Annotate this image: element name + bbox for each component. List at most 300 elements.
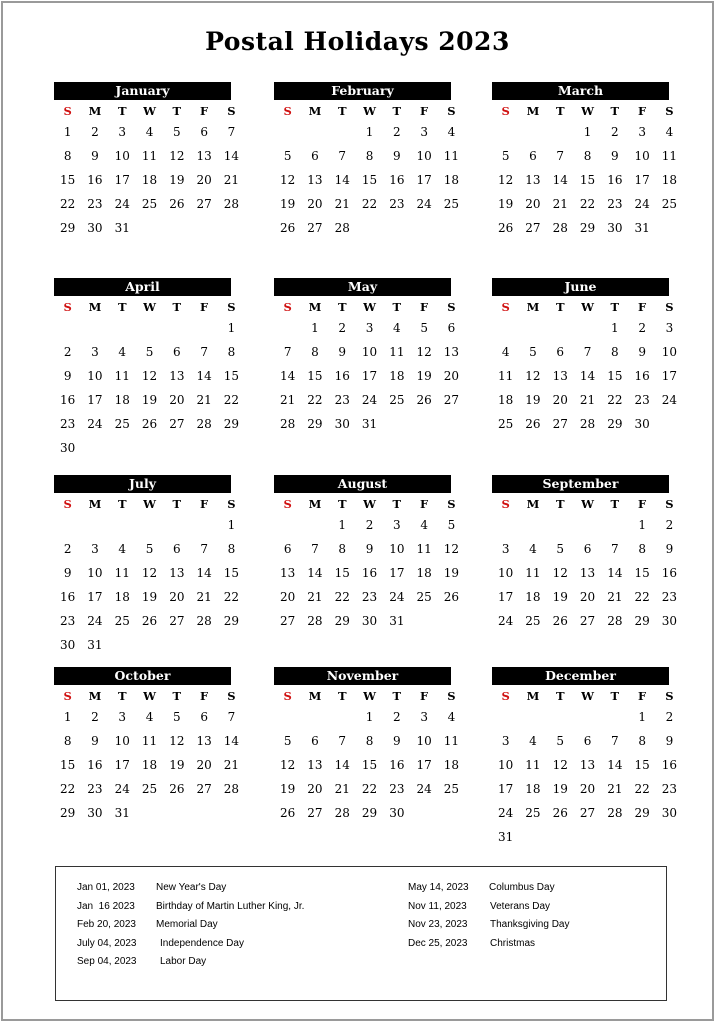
weekday-header-row	[274, 298, 456, 316]
empty-cell	[410, 216, 437, 240]
day-cell: 13	[307, 173, 323, 187]
weekday-label: S	[227, 497, 236, 511]
week-row	[54, 561, 240, 585]
day-cell: 23	[87, 197, 103, 211]
day-cell: 21	[223, 173, 240, 187]
day-cell: 20	[169, 393, 185, 407]
day-cell: 15	[307, 369, 323, 383]
day-cell: 24	[389, 590, 405, 604]
day-cell: 15	[60, 758, 76, 772]
day-cell: 1	[365, 710, 374, 724]
day-cell: 20	[525, 197, 541, 211]
empty-cell	[136, 801, 163, 825]
holiday-name: Memorial Day	[156, 919, 218, 930]
month-september	[492, 475, 678, 633]
day-cell: 4	[118, 345, 127, 359]
weekday-label: W	[143, 104, 156, 118]
day-cell: 30	[661, 806, 678, 820]
empty-cell	[218, 436, 245, 460]
day-cell: 20	[307, 782, 323, 796]
week-row	[274, 340, 460, 364]
day-cell: 16	[389, 173, 405, 187]
weekday-label: S	[501, 497, 510, 511]
day-cell: 23	[60, 614, 76, 628]
day-cell: 30	[389, 806, 405, 820]
week-row	[492, 537, 674, 561]
day-cell: 2	[611, 125, 619, 139]
day-cell: 27	[443, 393, 460, 407]
weekday-label: S	[447, 689, 456, 703]
week-row	[274, 216, 451, 240]
day-cell: 25	[114, 417, 130, 431]
day-cell: 8	[638, 734, 646, 748]
day-cell: 9	[338, 345, 347, 359]
weekday-label: S	[665, 300, 674, 314]
day-cell: 20	[307, 197, 323, 211]
day-cell: 6	[200, 125, 208, 139]
empty-cell	[574, 316, 601, 340]
day-cell: 26	[169, 782, 185, 796]
day-cell: 13	[579, 758, 596, 772]
day-cell: 6	[583, 734, 592, 748]
day-cell: 28	[223, 197, 240, 211]
day-cell: 26	[525, 417, 541, 431]
month-april	[54, 278, 240, 460]
day-cell: 2	[91, 710, 99, 724]
weekday-label: T	[172, 497, 182, 511]
empty-cell	[492, 316, 519, 340]
day-cell: 12	[443, 542, 460, 556]
day-cell: 4	[501, 345, 510, 359]
week-row	[492, 192, 678, 216]
empty-cell	[109, 436, 136, 460]
day-cell: 2	[63, 542, 72, 556]
day-cell: 18	[114, 393, 130, 407]
day-cell: 15	[579, 173, 596, 187]
week-row	[492, 729, 674, 753]
weekday-label: T	[117, 300, 127, 314]
day-cell: 5	[145, 345, 154, 359]
day-cell: 4	[447, 710, 456, 724]
day-cell: 13	[307, 758, 323, 772]
weekday-label: S	[283, 689, 292, 703]
day-cell: 11	[416, 542, 432, 556]
day-cell: 9	[91, 149, 99, 163]
day-cell: 12	[141, 566, 158, 580]
week-row	[492, 585, 678, 609]
week-row	[492, 364, 678, 388]
day-cell: 5	[501, 149, 510, 163]
day-cell: 24	[498, 806, 514, 820]
day-cell: 12	[280, 758, 296, 772]
empty-cell	[218, 801, 245, 825]
day-cell: 14	[579, 369, 596, 383]
day-cell: 20	[579, 590, 596, 604]
week-row	[274, 753, 460, 777]
day-cell: 5	[556, 542, 565, 556]
week-row	[274, 777, 460, 801]
day-cell: 24	[114, 197, 130, 211]
day-cell: 18	[525, 590, 541, 604]
day-cell: 13	[169, 369, 185, 383]
weekday-label: T	[392, 300, 402, 314]
day-cell: 25	[661, 197, 678, 211]
day-cell: 11	[141, 734, 158, 748]
day-cell: 26	[498, 221, 514, 235]
day-cell: 1	[63, 710, 72, 724]
holiday-list	[55, 866, 667, 1001]
day-cell: 26	[280, 806, 296, 820]
day-cell: 11	[389, 345, 405, 359]
day-cell: 17	[87, 590, 103, 604]
day-cell: 1	[338, 518, 347, 532]
day-cell: 26	[416, 393, 432, 407]
day-cell: 5	[420, 321, 428, 335]
day-cell: 12	[141, 369, 158, 383]
day-cell: 27	[552, 417, 568, 431]
week-row	[492, 144, 678, 168]
day-cell: 2	[338, 321, 347, 335]
week-row	[492, 388, 678, 412]
day-cell: 3	[393, 518, 401, 532]
empty-cell	[656, 216, 683, 240]
day-cell: 30	[60, 441, 76, 455]
day-cell: 11	[443, 149, 460, 163]
weekday-label: M	[526, 300, 540, 314]
week-row	[54, 168, 240, 192]
empty-cell	[547, 825, 574, 849]
weekday-label: T	[172, 689, 182, 703]
week-row	[54, 633, 231, 657]
weekday-label: S	[63, 300, 72, 314]
empty-cell	[274, 120, 301, 144]
week-row	[274, 388, 460, 412]
week-row	[274, 585, 460, 609]
empty-cell	[190, 216, 217, 240]
day-cell: 19	[141, 393, 158, 407]
day-cell: 9	[638, 345, 646, 359]
empty-cell	[301, 705, 328, 729]
weekday-header-row	[274, 687, 456, 705]
day-cell: 21	[196, 590, 212, 604]
day-cell: 6	[529, 149, 537, 163]
day-cell: 3	[501, 734, 510, 748]
day-cell: 13	[196, 734, 212, 748]
day-cell: 8	[611, 345, 619, 359]
week-row	[492, 216, 669, 240]
day-cell: 31	[87, 638, 103, 652]
empty-cell	[136, 513, 163, 537]
week-row	[54, 801, 231, 825]
day-cell: 20	[280, 590, 296, 604]
day-cell: 25	[114, 614, 130, 628]
day-cell: 1	[227, 518, 236, 532]
week-row	[492, 753, 678, 777]
holiday-name: Christmas	[490, 937, 536, 949]
day-cell: 4	[665, 125, 674, 139]
day-cell: 21	[579, 393, 596, 407]
day-cell: 28	[196, 614, 212, 628]
day-cell: 5	[529, 345, 537, 359]
day-cell: 14	[552, 173, 568, 187]
day-cell: 31	[114, 806, 130, 820]
day-cell: 9	[63, 566, 72, 580]
weekday-label: M	[526, 497, 540, 511]
empty-cell	[301, 513, 328, 537]
day-cell: 6	[583, 542, 592, 556]
day-cell: 22	[334, 590, 350, 604]
weekday-label: F	[200, 300, 209, 314]
empty-cell	[136, 633, 163, 657]
week-row	[54, 513, 236, 537]
day-cell: 2	[91, 125, 99, 139]
weekday-label: F	[638, 104, 647, 118]
weekday-label: M	[308, 104, 322, 118]
empty-cell	[274, 316, 301, 340]
weekday-label: S	[63, 497, 72, 511]
day-cell: 17	[661, 369, 678, 383]
empty-cell	[492, 513, 519, 537]
weekday-label: S	[227, 300, 236, 314]
day-cell: 8	[311, 345, 319, 359]
day-cell: 12	[552, 566, 568, 580]
month-july	[54, 475, 240, 657]
week-row	[274, 412, 451, 436]
weekday-label: T	[392, 104, 402, 118]
empty-cell	[519, 316, 546, 340]
weekday-label: S	[63, 104, 72, 118]
day-cell: 14	[307, 566, 323, 580]
day-cell: 3	[501, 542, 510, 556]
day-cell: 6	[311, 149, 319, 163]
week-row	[54, 316, 236, 340]
week-row	[492, 777, 678, 801]
day-cell: 10	[498, 758, 514, 772]
weekday-label: F	[638, 689, 647, 703]
weekday-label: S	[447, 300, 456, 314]
weekday-label: F	[420, 689, 429, 703]
weekday-label: F	[420, 497, 429, 511]
month-header: June	[492, 278, 669, 296]
day-cell: 11	[114, 369, 130, 383]
empty-cell	[163, 216, 190, 240]
holiday-date: Jan 01, 2023	[77, 882, 135, 893]
weekday-header-row	[54, 687, 236, 705]
day-cell: 3	[91, 542, 99, 556]
day-cell: 4	[447, 125, 456, 139]
day-cell: 22	[223, 590, 240, 604]
day-cell: 16	[87, 173, 103, 187]
weekday-label: F	[420, 300, 429, 314]
month-header: October	[54, 667, 231, 685]
empty-cell	[218, 633, 245, 657]
day-cell: 23	[334, 393, 350, 407]
holiday-name: Birthday of Martin Luther King, Jr.	[156, 900, 305, 912]
day-cell: 27	[579, 806, 596, 820]
week-row	[274, 705, 456, 729]
day-cell: 11	[114, 566, 130, 580]
day-cell: 9	[665, 542, 674, 556]
week-row	[492, 513, 674, 537]
weekday-label: T	[117, 104, 127, 118]
weekday-label: W	[363, 497, 376, 511]
empty-cell	[163, 513, 190, 537]
day-cell: 30	[60, 638, 76, 652]
weekday-label: M	[526, 689, 540, 703]
day-cell: 15	[334, 566, 350, 580]
week-row	[492, 561, 678, 585]
day-cell: 14	[196, 369, 212, 383]
day-cell: 28	[334, 806, 350, 820]
day-cell: 6	[447, 321, 456, 335]
day-cell: 5	[556, 734, 565, 748]
day-cell: 30	[87, 806, 103, 820]
day-cell: 3	[638, 125, 646, 139]
empty-cell	[383, 412, 410, 436]
week-row	[274, 192, 460, 216]
day-cell: 26	[280, 221, 296, 235]
day-cell: 10	[661, 345, 678, 359]
day-cell: 15	[607, 369, 623, 383]
weekday-header-row	[492, 495, 674, 513]
week-row	[274, 609, 451, 633]
week-row	[274, 316, 456, 340]
weekday-label: S	[447, 497, 456, 511]
weekday-label: T	[610, 497, 620, 511]
weekday-label: S	[283, 104, 292, 118]
day-cell: 23	[87, 782, 103, 796]
day-cell: 26	[443, 590, 460, 604]
day-cell: 29	[607, 417, 623, 431]
weekday-label: W	[581, 104, 594, 118]
empty-cell	[601, 513, 628, 537]
day-cell: 14	[334, 173, 350, 187]
day-cell: 11	[661, 149, 678, 163]
empty-cell	[218, 216, 245, 240]
month-december	[492, 667, 678, 849]
day-cell: 22	[307, 393, 323, 407]
week-row	[492, 609, 678, 633]
day-cell: 6	[556, 345, 565, 359]
empty-cell	[492, 705, 519, 729]
calendar-page	[1, 1, 714, 1021]
empty-cell	[329, 120, 356, 144]
week-row	[54, 705, 236, 729]
day-cell: 18	[114, 590, 130, 604]
day-cell: 24	[416, 197, 432, 211]
day-cell: 12	[169, 734, 185, 748]
day-cell: 10	[389, 542, 405, 556]
day-cell: 5	[447, 518, 456, 532]
empty-cell	[136, 316, 163, 340]
holiday-name: Thanksgiving Day	[490, 919, 570, 930]
day-cell: 13	[280, 566, 296, 580]
weekday-header-row	[492, 102, 674, 120]
week-row	[274, 561, 460, 585]
day-cell: 18	[498, 393, 514, 407]
week-row	[274, 537, 460, 561]
empty-cell	[109, 316, 136, 340]
day-cell: 1	[365, 125, 374, 139]
empty-cell	[574, 705, 601, 729]
holiday-date: Feb 20, 2023	[77, 919, 136, 930]
day-cell: 21	[334, 782, 350, 796]
day-cell: 22	[223, 393, 240, 407]
day-cell: 4	[393, 321, 401, 335]
day-cell: 29	[634, 806, 650, 820]
day-cell: 3	[118, 710, 127, 724]
week-row	[492, 120, 674, 144]
weekday-header-row	[492, 687, 674, 705]
day-cell: 18	[525, 782, 541, 796]
day-cell: 24	[498, 614, 514, 628]
day-cell: 21	[334, 197, 350, 211]
day-cell: 16	[60, 590, 76, 604]
day-cell: 13	[196, 149, 212, 163]
day-cell: 4	[145, 710, 154, 724]
day-cell: 19	[141, 590, 158, 604]
day-cell: 10	[114, 734, 130, 748]
day-cell: 28	[334, 221, 350, 235]
day-cell: 20	[169, 590, 185, 604]
day-cell: 8	[365, 734, 374, 748]
empty-cell	[163, 801, 190, 825]
day-cell: 25	[443, 782, 460, 796]
weekday-label: T	[555, 689, 565, 703]
day-cell: 7	[611, 734, 619, 748]
day-cell: 19	[552, 590, 568, 604]
empty-cell	[190, 633, 217, 657]
day-cell: 8	[227, 345, 236, 359]
empty-cell	[656, 412, 683, 436]
day-cell: 12	[169, 149, 185, 163]
day-cell: 29	[579, 221, 596, 235]
week-row	[274, 364, 460, 388]
day-cell: 5	[283, 734, 292, 748]
weekday-header-row	[54, 298, 236, 316]
month-header: November	[274, 667, 451, 685]
weekday-label: T	[337, 497, 347, 511]
day-cell: 25	[525, 614, 541, 628]
day-cell: 16	[661, 758, 678, 772]
day-cell: 15	[60, 173, 76, 187]
weekday-header-row	[54, 495, 236, 513]
empty-cell	[410, 412, 437, 436]
day-cell: 8	[63, 734, 72, 748]
weekday-label: S	[665, 689, 674, 703]
weekday-label: T	[555, 497, 565, 511]
day-cell: 20	[552, 393, 568, 407]
day-cell: 19	[169, 173, 185, 187]
month-header: September	[492, 475, 669, 493]
day-cell: 12	[552, 758, 568, 772]
weekday-label: T	[392, 497, 402, 511]
day-cell: 5	[173, 125, 181, 139]
weekday-label: T	[172, 300, 182, 314]
day-cell: 16	[661, 566, 678, 580]
day-cell: 28	[552, 221, 568, 235]
weekday-label: W	[363, 689, 376, 703]
weekday-header-row	[54, 102, 236, 120]
day-cell: 2	[365, 518, 374, 532]
day-cell: 17	[498, 590, 514, 604]
day-cell: 15	[223, 369, 240, 383]
month-january	[54, 82, 240, 240]
day-cell: 18	[661, 173, 678, 187]
empty-cell	[656, 825, 683, 849]
day-cell: 12	[280, 173, 296, 187]
day-cell: 8	[338, 542, 347, 556]
